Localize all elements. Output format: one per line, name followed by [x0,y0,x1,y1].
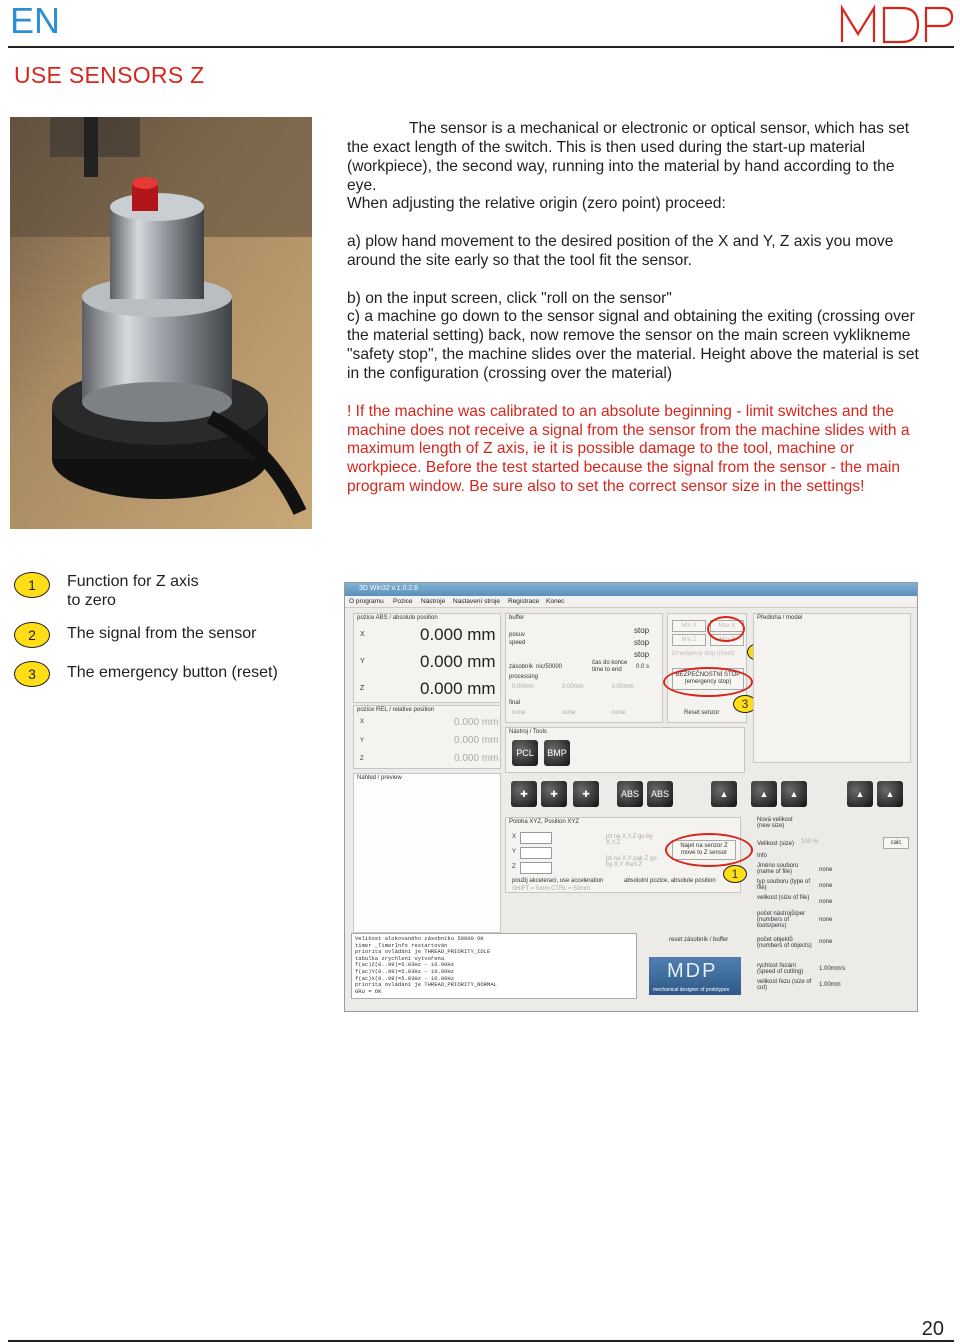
abs-y-value: 0.000 mm [420,652,496,671]
final-value: none [512,710,526,716]
size-label: Velikost (size) [757,841,795,847]
window-title: 3D Win32 v.1.0.2.6 [359,585,419,592]
size-value: 100 % [801,839,819,845]
time-en-label: time to end [592,667,622,673]
warning-text: ! If the machine was calibrated to an absolute beginning - limit switches and the machine does not receive a signal from the sensor from the machine slides with a maximum length of Z axis, ie it is possible damage to the tool, machine or workpiece. Before the test started because the signal from the sensor - the main program window. Be sure also to set the correct sensor size in the settings! [347,402,910,496]
time-cz-label: čas do konce [592,660,628,666]
info-value: 1.00mm [819,982,841,988]
emergency-stop-label: BEZPEČNOSTNÍ STOP [675,672,741,678]
emergency-stop-sublabel: (emergency stop) [684,679,732,685]
pcl-tool-icon[interactable]: PCL [512,740,538,766]
info-value: 1.00mm/s [819,966,846,972]
reset-buffer-label[interactable]: reset zásobník / buffer [669,937,729,943]
header-rule [8,46,954,48]
stop-label: stop [634,650,650,659]
processing-value: 0.00mm [562,684,584,690]
legend-item-1 [14,572,199,610]
legend-badge: 3 [14,661,50,687]
mirror-icon[interactable]: ▲ [751,781,777,807]
info-label: Info [757,853,768,859]
min-x-button[interactable]: Min X [672,620,706,632]
page-number: 20 [921,1318,944,1340]
title-bar [345,583,917,596]
menu-item[interactable]: Nastavení stroje [453,598,500,605]
legend-item-3 [14,661,278,687]
axis-label: X [360,631,365,638]
tool-icon[interactable]: ✚ [541,781,567,807]
final-label: final [509,700,521,706]
abs-z-value: 0.000 mm [420,679,496,698]
menu-item[interactable]: Registrace [508,598,540,605]
rel-position-label: pozice REL / relative position [357,707,435,713]
position-xyz-label: Poloha XYZ, Position XYZ [509,819,580,825]
model-panel [753,613,911,763]
accel-checkbox-label[interactable]: použij akceleraci, use acceleration [512,878,604,884]
max-x-button[interactable]: Max X [710,620,744,632]
info-key: rychlost řezání (speed of cutting) [757,963,804,975]
bmp-tool-icon[interactable]: BMP [544,740,570,766]
marker-badge: 3 [733,695,757,713]
axis-label: X [360,719,365,725]
min-z-button[interactable]: Min Z [672,634,706,646]
intro-text [347,120,927,497]
zasobnik-value: nic/50000 [536,664,563,670]
highlight-ring [663,667,753,697]
absolute-checkbox-label[interactable]: absolutní pozice, absolute position [624,878,716,884]
rel-x-value: 0.000 mm [454,717,499,728]
legend-text-line: to zero [67,592,116,609]
toolbar-icons [509,781,909,811]
new-size-label: Nová velikost (new size) [757,817,793,829]
buffer-panel [505,613,663,723]
log-line: timer _TimerInfo restartován [355,941,448,949]
legend-item-2 [14,622,256,648]
axis-label: Y [360,738,365,744]
menu-bar [345,596,917,608]
abs-position-panel [353,613,501,703]
app-logo-mark: MDP [667,960,718,982]
preview-label: Náhled / preview [357,775,402,781]
info-value: none [819,917,833,923]
log-line: priorita ovládání je THREAD_PRIORITY_IDLE [355,948,491,956]
mirror-icon[interactable]: ▲ [711,781,737,807]
log-line: priorita ovládání je THREAD_PRIORITY_NORMAL [355,981,497,989]
stop-label: stop [634,638,650,647]
time-value: 0.0 s [636,664,650,670]
emergency-reset-label: Emergency stop (reset) [672,651,735,657]
abs-position-label: pozice ABS / absolute position [357,615,438,621]
info-key: počet objektů (numbers of objects) [757,937,812,949]
language-code: EN [10,0,61,41]
menu-item[interactable]: Pozice [393,598,413,605]
intro-step-c: c) a machine go down to the sensor signal and obtaining the exiting (crossing over the material setting) back, now remove the sensor on the main screen vyklikneme "safety stop", the machine slides over the material. Height above the material is set in the configuration (crossing over the material) [347,308,919,382]
go-xy-label[interactable]: jdi na X,Y pak Z go by X,Y then Z [606,856,657,868]
rel-y-value: 0.000 mm [454,735,499,746]
log-console [351,933,637,999]
axis-label: Y [512,849,517,855]
y-input[interactable] [520,847,552,859]
info-key: velikost řezu (size of cut) [757,979,812,991]
app-window [344,582,918,1012]
processing-value: 0.00mm [612,684,634,690]
log-line: f(ac)Y(0..99)=5.03Hz - 10.00Hz [355,967,455,975]
processing-value: 0.00mm [512,684,534,690]
highlight-ring [707,616,745,642]
abs-icon[interactable]: ABS [617,781,643,807]
log-line: f(ac)Z(0..99)=5.03Hz - 10.00Hz [355,961,455,969]
legend-badge: 1 [14,572,50,598]
info-value: none [819,867,833,873]
rel-position-panel [353,705,501,769]
app-logo-caption: mechanical designer of prototypes [653,987,730,993]
axis-label: Z [360,685,365,692]
axis-label: Z [512,864,516,870]
info-key: typ souboru (type of file) [757,879,811,891]
axis-label: Z [360,756,364,762]
highlight-ring [665,833,753,867]
footer-rule [8,1340,954,1342]
zasobnik-label: zásobník [509,664,534,670]
tools-panel [505,727,745,773]
menu-item[interactable]: O programu [349,598,384,605]
abs-x-value: 0.000 mm [420,625,496,644]
legend-text-line: Function for Z axis [67,573,199,590]
log-line: tabulka zrychlení vytvořena [355,954,445,962]
move-to-sensor-label: Najet na senzor Z [680,843,728,849]
final-value: none [612,710,626,716]
tools-label: Nástroj / Tools [509,729,547,735]
preview-panel [353,773,501,933]
info-key: velikost (size of file) [757,895,810,901]
x-input[interactable] [520,832,552,844]
section-title: USE SENSORS Z [14,62,205,88]
legend-text-line: The signal from the sensor [67,625,257,642]
log-line: f(ac)X(0..99)=5.03Hz - 10.00Hz [355,974,455,982]
mirror-icon[interactable]: ▲ [781,781,807,807]
mdp-logo [840,4,954,49]
menu-item[interactable]: Nástroje [421,598,446,605]
shift-hint: SHIFT = 5mm CTRL = 50mm [512,886,591,892]
rel-z-value: 0.000 mm [454,753,499,764]
rotate-icon[interactable]: ▲ [847,781,873,807]
sensor-photo [10,117,312,529]
speed-label: speed [509,640,526,646]
go-xyz-label[interactable]: jdi na X,Y,Z go by X,Y,Z [606,834,653,846]
abs-icon[interactable]: ABS [647,781,673,807]
info-value: none [819,939,833,945]
model-label: Předloha / model [757,615,803,621]
move-to-sensor-sublabel: move to Z sensor [680,850,728,856]
processing-label: processing [509,674,539,680]
info-value: none [819,883,833,889]
rotate-icon[interactable]: ▲ [877,781,903,807]
min-z-sensor-button[interactable]: Min Z [710,634,744,646]
tool-icon[interactable]: ✚ [511,781,537,807]
reset-sensor-label[interactable]: Reset senzor [684,710,720,716]
tool-icon[interactable]: ✚ [573,781,599,807]
final-value: none [562,710,576,716]
z-input[interactable] [520,862,552,874]
stop-label: stop [634,626,650,635]
marker-badge: 1 [723,865,747,883]
posuv-label: posuv [509,632,526,638]
intro-step-a: a) plow hand movement to the desired position of the X and Y, Z axis you move around the site early so that the tool fit the sensor. [347,233,894,269]
buffer-label: buffer [509,615,525,621]
info-column [755,817,915,993]
axis-label: X [512,834,517,840]
calc-button[interactable]: calc [883,837,909,849]
intro-paragraph-1: The sensor is a mechanical or electronic or optical sensor, which has set the exact length of the switch. This is then used during the start-up material (workpiece), the second way, running into the material by hand according to the eye. [347,120,910,194]
log-line: Velikost alokovaného zásobníku 50000 OK [355,935,484,942]
intro-step-b: b) on the input screen, click "roll on the sensor" [347,289,672,307]
legend-text-line: The emergency button (reset) [67,664,278,681]
intro-paragraph-2: When adjusting the relative origin (zero point) proceed: [347,195,726,213]
info-key: Jméno souboru (name of file) [757,863,799,875]
info-value: none [819,899,833,905]
info-key: počet nástrojů/per (numbers of tools/pens) [757,911,806,929]
axis-label: Y [360,658,365,665]
app-logo [649,957,741,995]
log-line: GRU = OK [355,987,382,995]
menu-item[interactable]: Konec [546,598,565,605]
legend-badge: 2 [14,622,50,648]
